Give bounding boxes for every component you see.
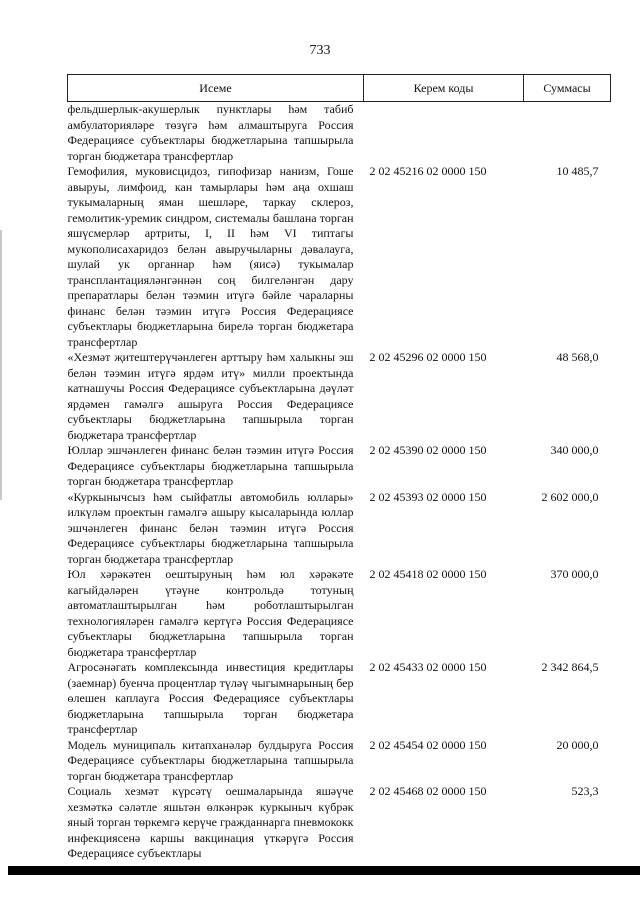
row-sum: 20 000,0: [556, 737, 599, 752]
row-sum: 10 485,7: [556, 164, 599, 178]
row-code: 2 02 45296 02 0000 150: [369, 350, 487, 364]
column-header-name: Исеме: [68, 75, 364, 102]
row-code: 2 02 45433 02 0000 150: [369, 660, 487, 674]
row-sum: 340 000,0: [550, 443, 599, 457]
row-sum: 370 000,0: [550, 567, 599, 581]
table-row: [68, 350, 611, 443]
table-row: [68, 443, 611, 490]
row-sum: 2 342 864,5: [541, 660, 599, 674]
row-sum: [524, 102, 611, 165]
table-row: [68, 784, 611, 862]
row-name: «Куркынычсыз һәм сыйфатлы автомобиль юллары» илкүләм проектын гамәлгә ашыру кысаларында юллар эшчәнлеген финанс белән тәэмин итүгә Россия Федерациясе субъектлары бюджетларына тапшырыла торган бюджетара трансфертлар: [67, 489, 354, 566]
row-sum: 523,3: [571, 784, 599, 798]
budget-table: [67, 74, 611, 862]
scan-edge-mark: [0, 230, 2, 500]
row-code: 2 02 45393 02 0000 150: [369, 489, 487, 504]
row-name: «Хезмәт җитештерүчәнлеген арттыру һәм халыкны эш белән тәэмин итүгә ярдәм итү» милли проектында катнашучы Россия Федерациясе субъектларына дәүләт ярдәмен гамәлгә ашыруга Россия Федерациясе субъектлары бюджетларына тапшырыла торган бюджетара трансфертлар: [67, 350, 354, 442]
row-code: 2 02 45216 02 0000 150: [369, 164, 487, 178]
row-code: 2 02 45390 02 0000 150: [369, 443, 487, 457]
row-name: фельдшерлык-акушерлык пунктлары һәм табиб амбулаторияләре төзүгә һәм алмаштыруга Россия Федерациясе субъектлары бюджетларына тапшырыла торган бюджетара трансфертлар: [67, 102, 354, 163]
row-code: [364, 102, 524, 165]
row-sum: 2 602 000,0: [541, 489, 599, 504]
table-row: [68, 738, 611, 785]
table-row: [68, 490, 611, 568]
scan-bottom-bar: [8, 866, 640, 875]
row-code: 2 02 45454 02 0000 150: [369, 737, 487, 752]
column-header-sum: Суммасы: [524, 75, 611, 102]
row-name: Гемофилия, муковисцидоз, гипофизар нанизм, Гоше авыруы, лимфоид, кан тамырлары һәм аңа охшаш тукымаларның яман шешләре, таркау склероз, гемолитик-уремик синдром, системалы башлана торган яшүсмерләр артриты, I, II һәм VI типтагы мукополисахаридоз белән авыручыларны дәвалауга, шулай ук органнар һәм (яисә) тукымалар трансплантацияләнгәннән соң билгеләнгән дару препаратлары белән тәэмин итүгә бәйле чараларны финанс белән тәэмин итүгә Россия Федерациясе субъектлары бюджетларына бирелә торган бюджетара трансфертлар: [67, 164, 354, 349]
row-code: 2 02 45418 02 0000 150: [369, 567, 487, 581]
table-row: [68, 102, 611, 165]
row-code: 2 02 45468 02 0000 150: [369, 784, 487, 798]
row-sum: 48 568,0: [556, 350, 599, 364]
table-row: [68, 660, 611, 738]
column-header-code: Керем коды: [364, 75, 524, 102]
row-name: Модель муниципаль китапханәләр булдыруга Россия Федерациясе субъектлары бюджетларына тапшырыла торган бюджетара трансфертлар: [67, 737, 354, 783]
row-name: Юллар эшчәнлеген финанс белән тәэмин итүгә Россия Федерациясе субъектлары бюджетларына тапшырыла торган бюджетара трансфертлар: [67, 443, 354, 488]
row-name: Социаль хезмәт күрсәтү оешмаларында яшәүче хезмәткә сәләтле яшьтән өлкәнрәк куркыныч күбрәк яный торган төркемгә керүче гражданнарга пневмококк инфекциясенә каршы вакцинация үткәрүгә Россия Федерациясе субъектлары: [67, 784, 354, 860]
page-number: 733: [309, 43, 331, 58]
table-header-row: [68, 75, 611, 102]
row-name: Юл хәрәкәтен оештыруның һәм юл хәрәкәте кагыйдәләрен үтәүне контрольдә тотуның автоматлаштырылган һәм роботлаштырылган технологияләрен гамәлгә кертүгә Россия Федерациясе субъектлары бюджетларына тапшырыла торган бюджетара трансфертлар: [67, 567, 354, 659]
row-name: Агросәнәгать комплексында инвестиция кредитлары (заемнар) буенча процентлар түләү чыгымнарының бер өлешен каплауга Россия Федерациясе субъектлары бюджетларына тапшырыла торган бюджетара трансфертлар: [67, 660, 354, 736]
table-row: [68, 164, 611, 350]
table-row: [68, 567, 611, 660]
